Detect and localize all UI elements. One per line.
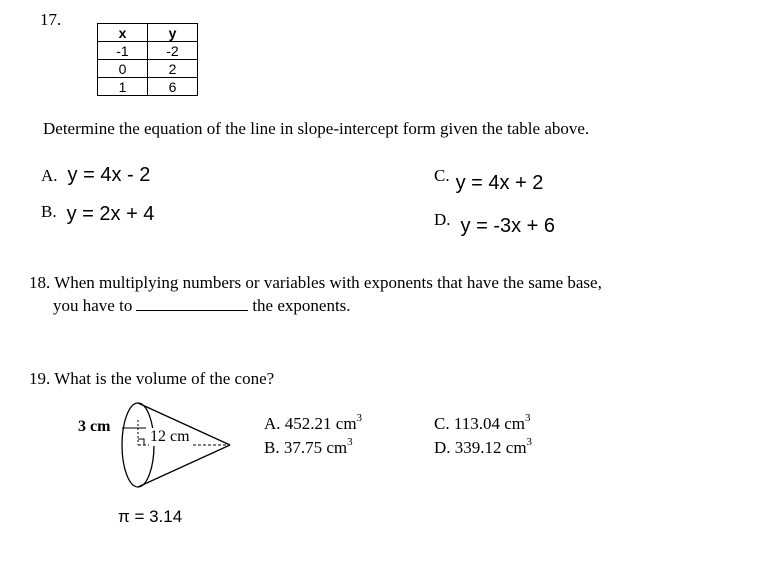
radius-label: 3 cm [78,418,111,435]
q19-choice-c-text: C. 113.04 cm [434,414,525,433]
question-18-line2-end: the exponents. [252,296,351,315]
choice-a-letter: A. [41,166,58,185]
q19-choice-a-text: A. 452.21 cm [264,414,357,433]
table-cell: 1 [98,78,148,96]
q19-choice-b[interactable] [264,438,353,458]
choice-b-letter: B. [41,202,57,221]
q19-choice-d-text: D. 339.12 cm [434,438,527,457]
choice-d-equation: y = -3x + 6 [460,215,556,237]
choice-a[interactable] [41,164,150,187]
choice-c[interactable] [434,164,544,194]
choice-d[interactable] [434,208,556,237]
q19-choice-a[interactable] [264,414,362,434]
table-cell: -1 [98,42,148,60]
table-row [98,42,198,60]
q19-choice-d-exponent: 3 [526,436,533,449]
table-cell: 6 [148,78,198,96]
question-18-line2 [53,296,351,316]
table-header-row [98,24,198,42]
table-row [98,78,198,96]
choice-b-equation: y = 2x + 4 [66,203,155,225]
choice-d-letter: D. [434,210,451,229]
right-angle-marker [138,439,144,445]
q19-choice-d[interactable] [434,438,532,458]
choice-a-equation: y = 4x - 2 [67,164,151,186]
choice-c-equation: y = 4x + 2 [455,172,544,194]
table-header-x: x [98,24,148,42]
question-18-line2-start: you have to [53,296,133,315]
table-header-y: y [148,24,198,42]
question-17-prompt: Determine the equation of the line in slope-intercept form given the table above. [43,119,590,138]
q19-choice-a-exponent: 3 [356,412,363,425]
table-cell: 2 [148,60,198,78]
choice-c-letter: C. [434,166,450,185]
height-label: 12 cm [150,428,190,445]
cone-figure [110,398,240,498]
pi-label: π = 3.14 [118,507,183,526]
choice-b[interactable] [41,200,154,223]
q19-choice-b-text: B. 37.75 cm [264,438,348,457]
question-18-line1: 18. When multiplying numbers or variables with exponents that have the same base, [29,273,602,292]
answer-blank[interactable] [136,296,248,311]
q19-choice-b-exponent: 3 [347,436,353,449]
question-19-prompt: 19. What is the volume of the cone? [29,369,275,388]
table-cell: 0 [98,60,148,78]
question-17-number: 17. [40,10,62,29]
table-cell: -2 [148,42,198,60]
table-row [98,60,198,78]
q19-choice-c-exponent: 3 [524,412,531,425]
q19-choice-c[interactable] [434,414,530,434]
xy-table [97,23,198,96]
